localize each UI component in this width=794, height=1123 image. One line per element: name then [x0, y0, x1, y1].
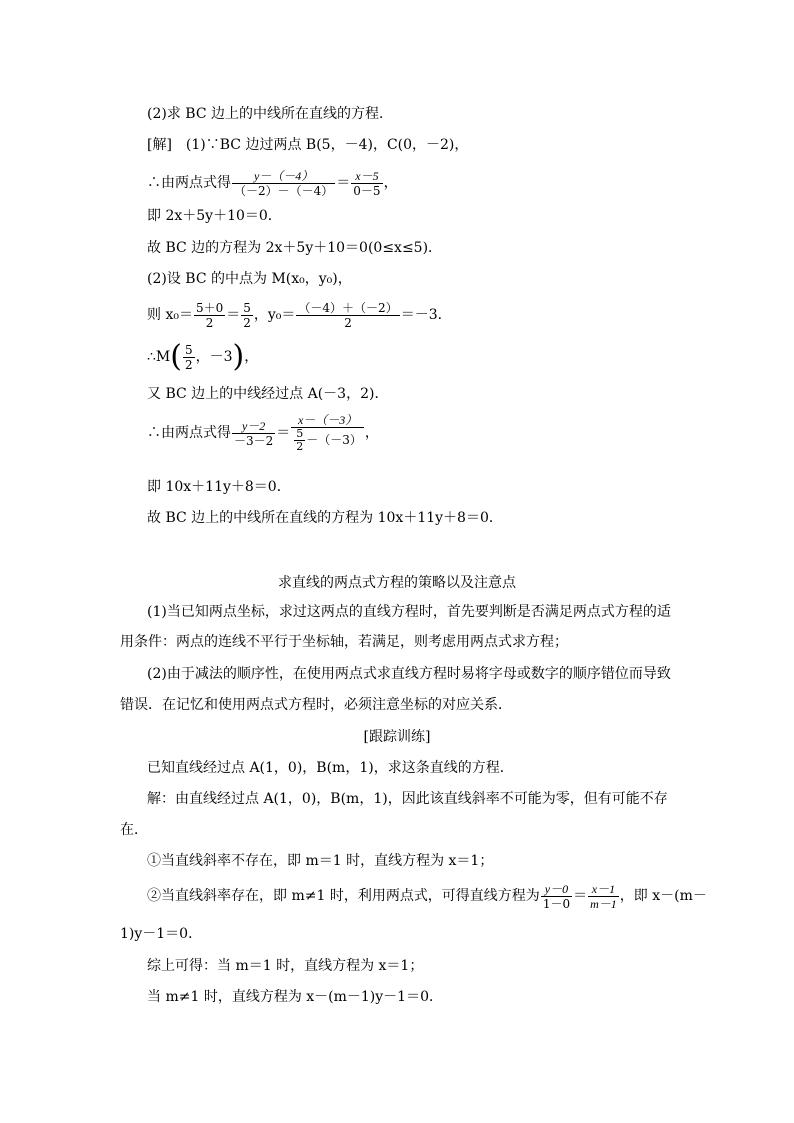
- practice-title: [跟踪训练]: [363, 729, 431, 745]
- fraction-x-median: x－（－3） $\frac{5}{2}$ －（－3）: [291, 413, 364, 453]
- fraction-m-x: $\frac{5}{2}$: [184, 342, 193, 372]
- median-equation: 故 BC 边上的中线所在直线的方程为 10x＋11y＋8＝0．: [147, 510, 503, 526]
- median-through-a: 又 BC 边上的中线经过点 A(－3，2)．: [147, 386, 389, 402]
- fraction-x-practice: $\frac{x-1}{m-1}$: [590, 881, 617, 911]
- strategy-2-line-b: 错误．在记忆和使用两点式方程时，必须注意坐标的对应关系．: [120, 697, 512, 713]
- fraction-y: $\frac{y-(-4)}{(-2)-(-4)}$: [234, 168, 334, 198]
- midpoint-m: ∴M( $\frac{5}{2}$ ，－3)，: [147, 339, 259, 374]
- two-point-equation-1: ∴由两点式得 $\frac{y-(-4)}{(-2)-(-4)}$ ＝ $\frac{x-5}{0-5}$ ，: [147, 168, 398, 198]
- strategy-2-line-a: (2)由于减法的顺序性，在使用两点式求直线方程时易将字母或数字的顺序错位而导致: [147, 666, 671, 682]
- result-line-1: 即 2x＋5y＋10＝0．: [147, 208, 282, 224]
- case-2: ②当直线斜率存在，即 m≠1 时，利用两点式，可得直线方程为 $\frac{y-0}{1-0}$ ＝ $\frac{x-1}{m-1}$ ，即 x－(m－: [147, 881, 707, 911]
- practice-solution-line-a: 解：由直线经过点 A(1，0)，B(m，1)，因此该直线斜率不可能为零，但有可能不存: [147, 791, 668, 807]
- result-line-2: 即 10x＋11y＋8＝0．: [147, 479, 291, 495]
- strategy-title: 求直线的两点式方程的策略以及注意点: [278, 575, 516, 591]
- equation-prefix: ∴由两点式得: [147, 175, 231, 191]
- summary-line-1: 综上可得：当 m＝1 时，直线方程为 x＝1；: [147, 958, 424, 974]
- fraction-five-halves: $\frac{5}{2}$: [243, 300, 251, 330]
- practice-question: 已知直线经过点 A(1，0)，B(m，1)，求这条直线的方程．: [147, 760, 514, 776]
- midpoint-coordinates: 则 x₀＝ $\frac{5+0}{2}$ ＝ $\frac{5}{2}$ ，y₀＝ $\frac{(-4)+(-2)}{2}$ ＝－3．: [147, 300, 452, 330]
- case-2-continued: 1)y－1＝0．: [120, 926, 203, 942]
- two-point-equation-2: ∴由两点式得 $\frac{y-2}{-3-2}$ ＝ x－（－3） $\frac{5}{2}$ －（－3） ，: [147, 413, 379, 453]
- summary-line-2: 当 m≠1 时，直线方程为 x－(m－1)y－1＝0．: [147, 989, 443, 1005]
- practice-solution-line-b: 在．: [120, 822, 148, 838]
- case-1: ①当直线斜率不存在，即 m＝1 时，直线方程为 x＝1；: [147, 853, 494, 869]
- strategy-1-line-a: (1)当已知两点坐标，求过这两点的直线方程时，首先要判断是否满足两点式方程的适: [147, 604, 671, 620]
- fraction-x0: $\frac{5+0}{2}$: [195, 300, 224, 330]
- solution-intro: [解] (1)∵BC 边过两点 B(5，－4)，C(0，－2)，: [147, 137, 469, 153]
- fraction-y-median: $\frac{y-2}{-3-2}$: [234, 418, 274, 448]
- fraction-y0: $\frac{(-4)+(-2)}{2}$: [298, 300, 398, 330]
- midpoint-definition: (2)设 BC 的中点为 M(x₀，y₀)，: [147, 271, 352, 287]
- fraction-x: $\frac{x-5}{0-5}$: [353, 168, 381, 198]
- question-part-2: (2)求 BC 边上的中线所在直线的方程．: [147, 106, 393, 122]
- strategy-1-line-b: 用条件：两点的连线不平行于坐标轴，若满足，则考虑用两点式求方程；: [120, 634, 568, 650]
- bc-equation: 故 BC 边的方程为 2x＋5y＋10＝0(0≤x≤5)．: [147, 240, 443, 256]
- fraction-y-practice: $\frac{y-0}{1-0}$: [542, 881, 571, 911]
